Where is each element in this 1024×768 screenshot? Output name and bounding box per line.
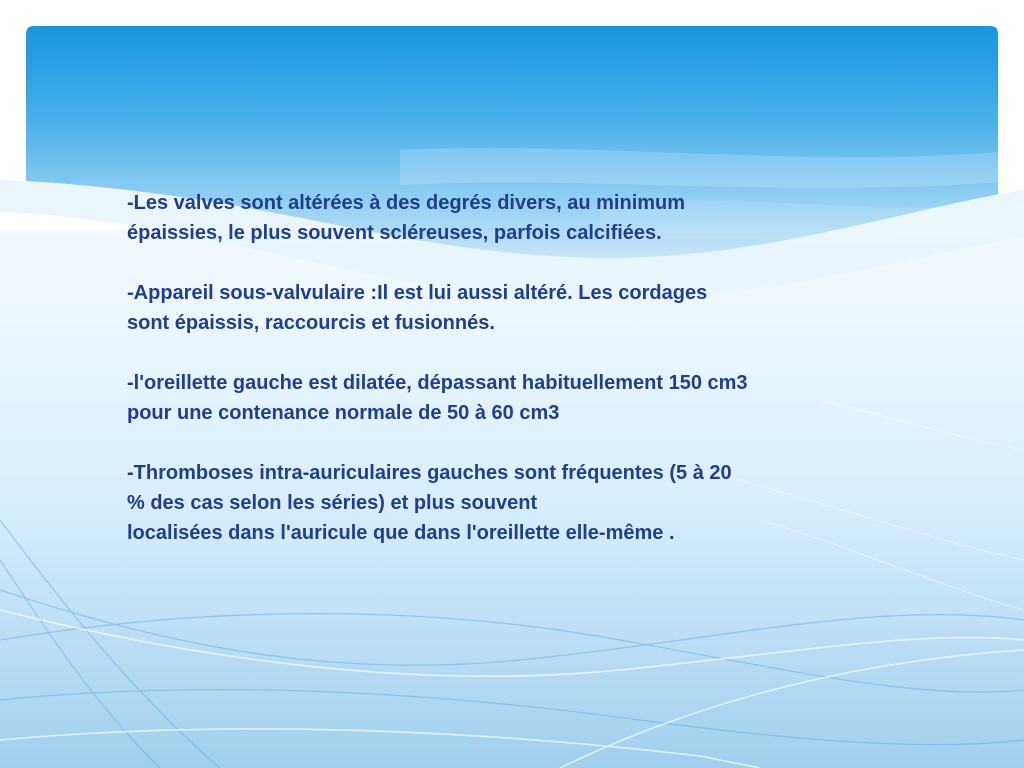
paragraph-sous-valvulaire <box>127 278 927 338</box>
text-line: localisées dans l'auricule que dans l'oreillette elle-même . <box>127 522 675 544</box>
text-line: -l'oreillette gauche est dilatée, dépassant habituellement 150 cm3 <box>127 372 748 394</box>
text-line: -Appareil sous-valvulaire :Il est lui aussi altéré. Les cordages <box>127 282 708 304</box>
paragraph-oreillette <box>127 368 927 428</box>
text-line: -Thromboses intra-auriculaires gauches sont fréquentes (5 à 20 <box>127 462 732 484</box>
text-line: épaissies, le plus souvent scléreuses, parfois calcifiées. <box>127 222 662 244</box>
slide-body <box>127 188 927 578</box>
paragraph-thromboses <box>127 458 927 548</box>
text-line: sont épaissis, raccourcis et fusionnés. <box>127 312 495 334</box>
text-line: % des cas selon les séries) et plus souvent <box>127 492 538 514</box>
text-line: -Les valves sont altérées à des degrés divers, au minimum <box>127 192 686 214</box>
text-line: pour une contenance normale de 50 à 60 cm3 <box>127 402 560 424</box>
paragraph-valves <box>127 188 927 248</box>
